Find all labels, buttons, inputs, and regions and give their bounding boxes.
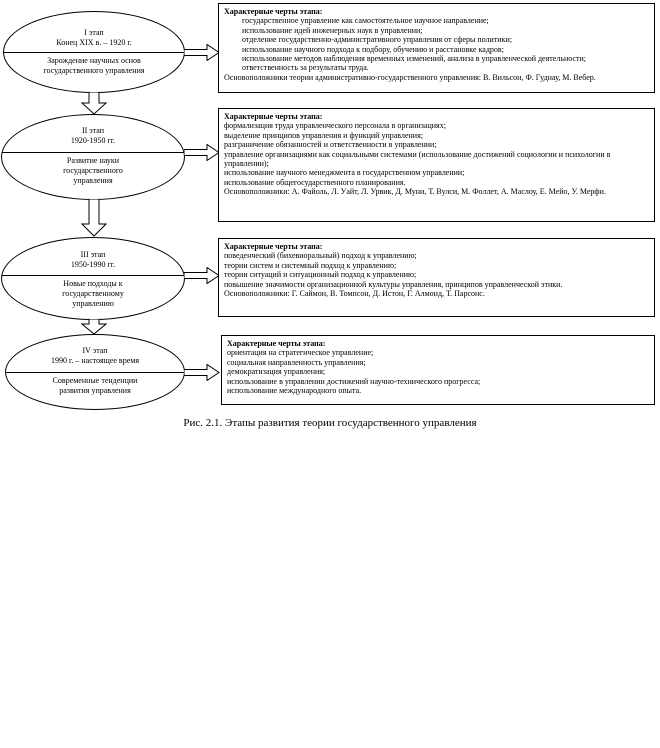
feature-item: ориентация на стратегическое управление; xyxy=(227,348,374,358)
stage-2-divider-line xyxy=(2,152,185,153)
stage-1-features-box xyxy=(218,3,655,93)
feature-item: социальная направленность управления; xyxy=(227,357,366,367)
stage-2-label: II этап xyxy=(81,126,105,135)
stage-3-name xyxy=(1,279,185,309)
feature-item: использование общегосударственного планирования. xyxy=(224,177,406,187)
right-arrow-icon xyxy=(184,267,220,284)
stage-3-features-box xyxy=(218,238,655,317)
stage-2-name-line: Развитие науки xyxy=(66,156,120,165)
features-title: Характерные черты этапа: xyxy=(224,7,323,16)
feature-item: использование методов наблюдения временных изменений, анализа в управленческой деятельности; xyxy=(242,54,586,64)
feature-item: демократизация управления; xyxy=(227,367,326,377)
feature-item: теории ситуаций и ситуационный подход к управлению; xyxy=(224,270,417,280)
stage-3-period: 1950-1990 гг. xyxy=(70,260,116,269)
feature-item: повышение значимости организационной культуры управления, принципов управленческой этики. xyxy=(224,279,563,289)
stage-2-header xyxy=(1,126,185,146)
figure-caption: Рис. 2.1. Этапы развития теории государственного управления xyxy=(183,417,477,429)
stage-3-name-line: Новые подходы к xyxy=(63,279,123,288)
stage-3-divider-line xyxy=(2,275,185,276)
stage-1-name-line: государственного управления xyxy=(43,66,145,75)
stage-1-header xyxy=(3,28,185,48)
down-arrow-icon xyxy=(81,199,107,237)
stage-1-label: I этап xyxy=(84,28,104,37)
stage-1-name xyxy=(3,56,185,76)
stage-4-period: 1990 г. – настоящее время xyxy=(50,356,139,365)
right-arrow-icon xyxy=(184,364,220,381)
down-arrow-icon xyxy=(81,319,107,335)
stage-4-name xyxy=(5,376,185,396)
founders-text: Основоположники теории административно-государственного управления: В. Вильсон, Ф. Гуднау, М. Вебер. xyxy=(224,72,596,82)
feature-item: формализация труда управленческого персонала в организациях; xyxy=(224,121,446,131)
stage-4-header xyxy=(5,346,185,366)
stage-2-name-line: управления xyxy=(73,176,113,185)
stage-3-label: III этап xyxy=(80,250,106,259)
right-arrow-icon xyxy=(184,144,220,161)
features-title: Характерные черты этапа: xyxy=(224,112,323,121)
feature-item: использование международного опыта. xyxy=(227,386,362,396)
stage-1-divider-line xyxy=(4,52,185,53)
stage-2-features-box xyxy=(218,108,655,222)
feature-item: теории систем и системный подход к управлению; xyxy=(224,260,397,270)
stage-2-period: 1920-1950 гг. xyxy=(70,136,116,145)
founders-text: Основоположники: А. Файоль, Л. Уайт, Л. Урвик, Д. Муни, Т. Вулси, М. Фоллет, А. Маслоу, Е. Мейо, У. Мерфи. xyxy=(224,187,606,197)
feature-item: использование в управлении достижений научно-технического прогресса; xyxy=(227,376,481,386)
right-arrow-icon xyxy=(184,44,220,61)
stage-4-name-line: развития управления xyxy=(59,386,131,395)
feature-item: разграничение обязанностей и ответственности в управлении; xyxy=(224,140,437,150)
stage-2-name-line: государственного xyxy=(63,166,123,175)
feature-item: управление организациями как социальными системами (использование достижений социологии и психологии в управлении); xyxy=(224,149,611,169)
features-title: Характерные черты этапа: xyxy=(224,242,323,251)
feature-item: ответственность за результаты труда. xyxy=(242,63,369,73)
down-arrow-icon xyxy=(81,92,107,115)
feature-item: отделение государственно-административного управления от сферы политики; xyxy=(242,35,512,45)
founders-text: Основоположники: Г. Саймон, В. Томпсон, Д. Истон, Г. Алмонд, Т. Парсонс. xyxy=(224,289,485,299)
features-title: Характерные черты этапа: xyxy=(227,339,326,348)
stage-2-name xyxy=(1,156,185,186)
stage-4-name-line: Современные тенденции xyxy=(52,376,138,385)
stage-3-header xyxy=(1,250,185,270)
feature-item: использование научного менеджмента в государственном управлении; xyxy=(224,168,465,178)
stage-1-period: Конец XIX в. – 1920 г. xyxy=(56,38,132,47)
feature-item: использование идей инженерных наук в управлении; xyxy=(242,25,423,35)
stage-4-divider-line xyxy=(6,372,185,373)
stage-4-label: IV этап xyxy=(82,346,108,355)
stage-1-name-line: Зарождение научных основ xyxy=(47,56,141,65)
feature-item: использование научного подхода к подбору, обучению и расстановке кадров; xyxy=(242,44,504,54)
feature-item: государственное управление как самостоятельное научное направление; xyxy=(242,16,489,26)
stage-4-features-box xyxy=(221,335,655,405)
stage-3-name-line: управлению xyxy=(72,299,114,308)
feature-item: выделение принципов управления и функций управления; xyxy=(224,130,423,140)
feature-item: поведенческий (бихевиоральный) подход к управлению; xyxy=(224,251,417,261)
stage-3-name-line: государственному xyxy=(62,289,124,298)
